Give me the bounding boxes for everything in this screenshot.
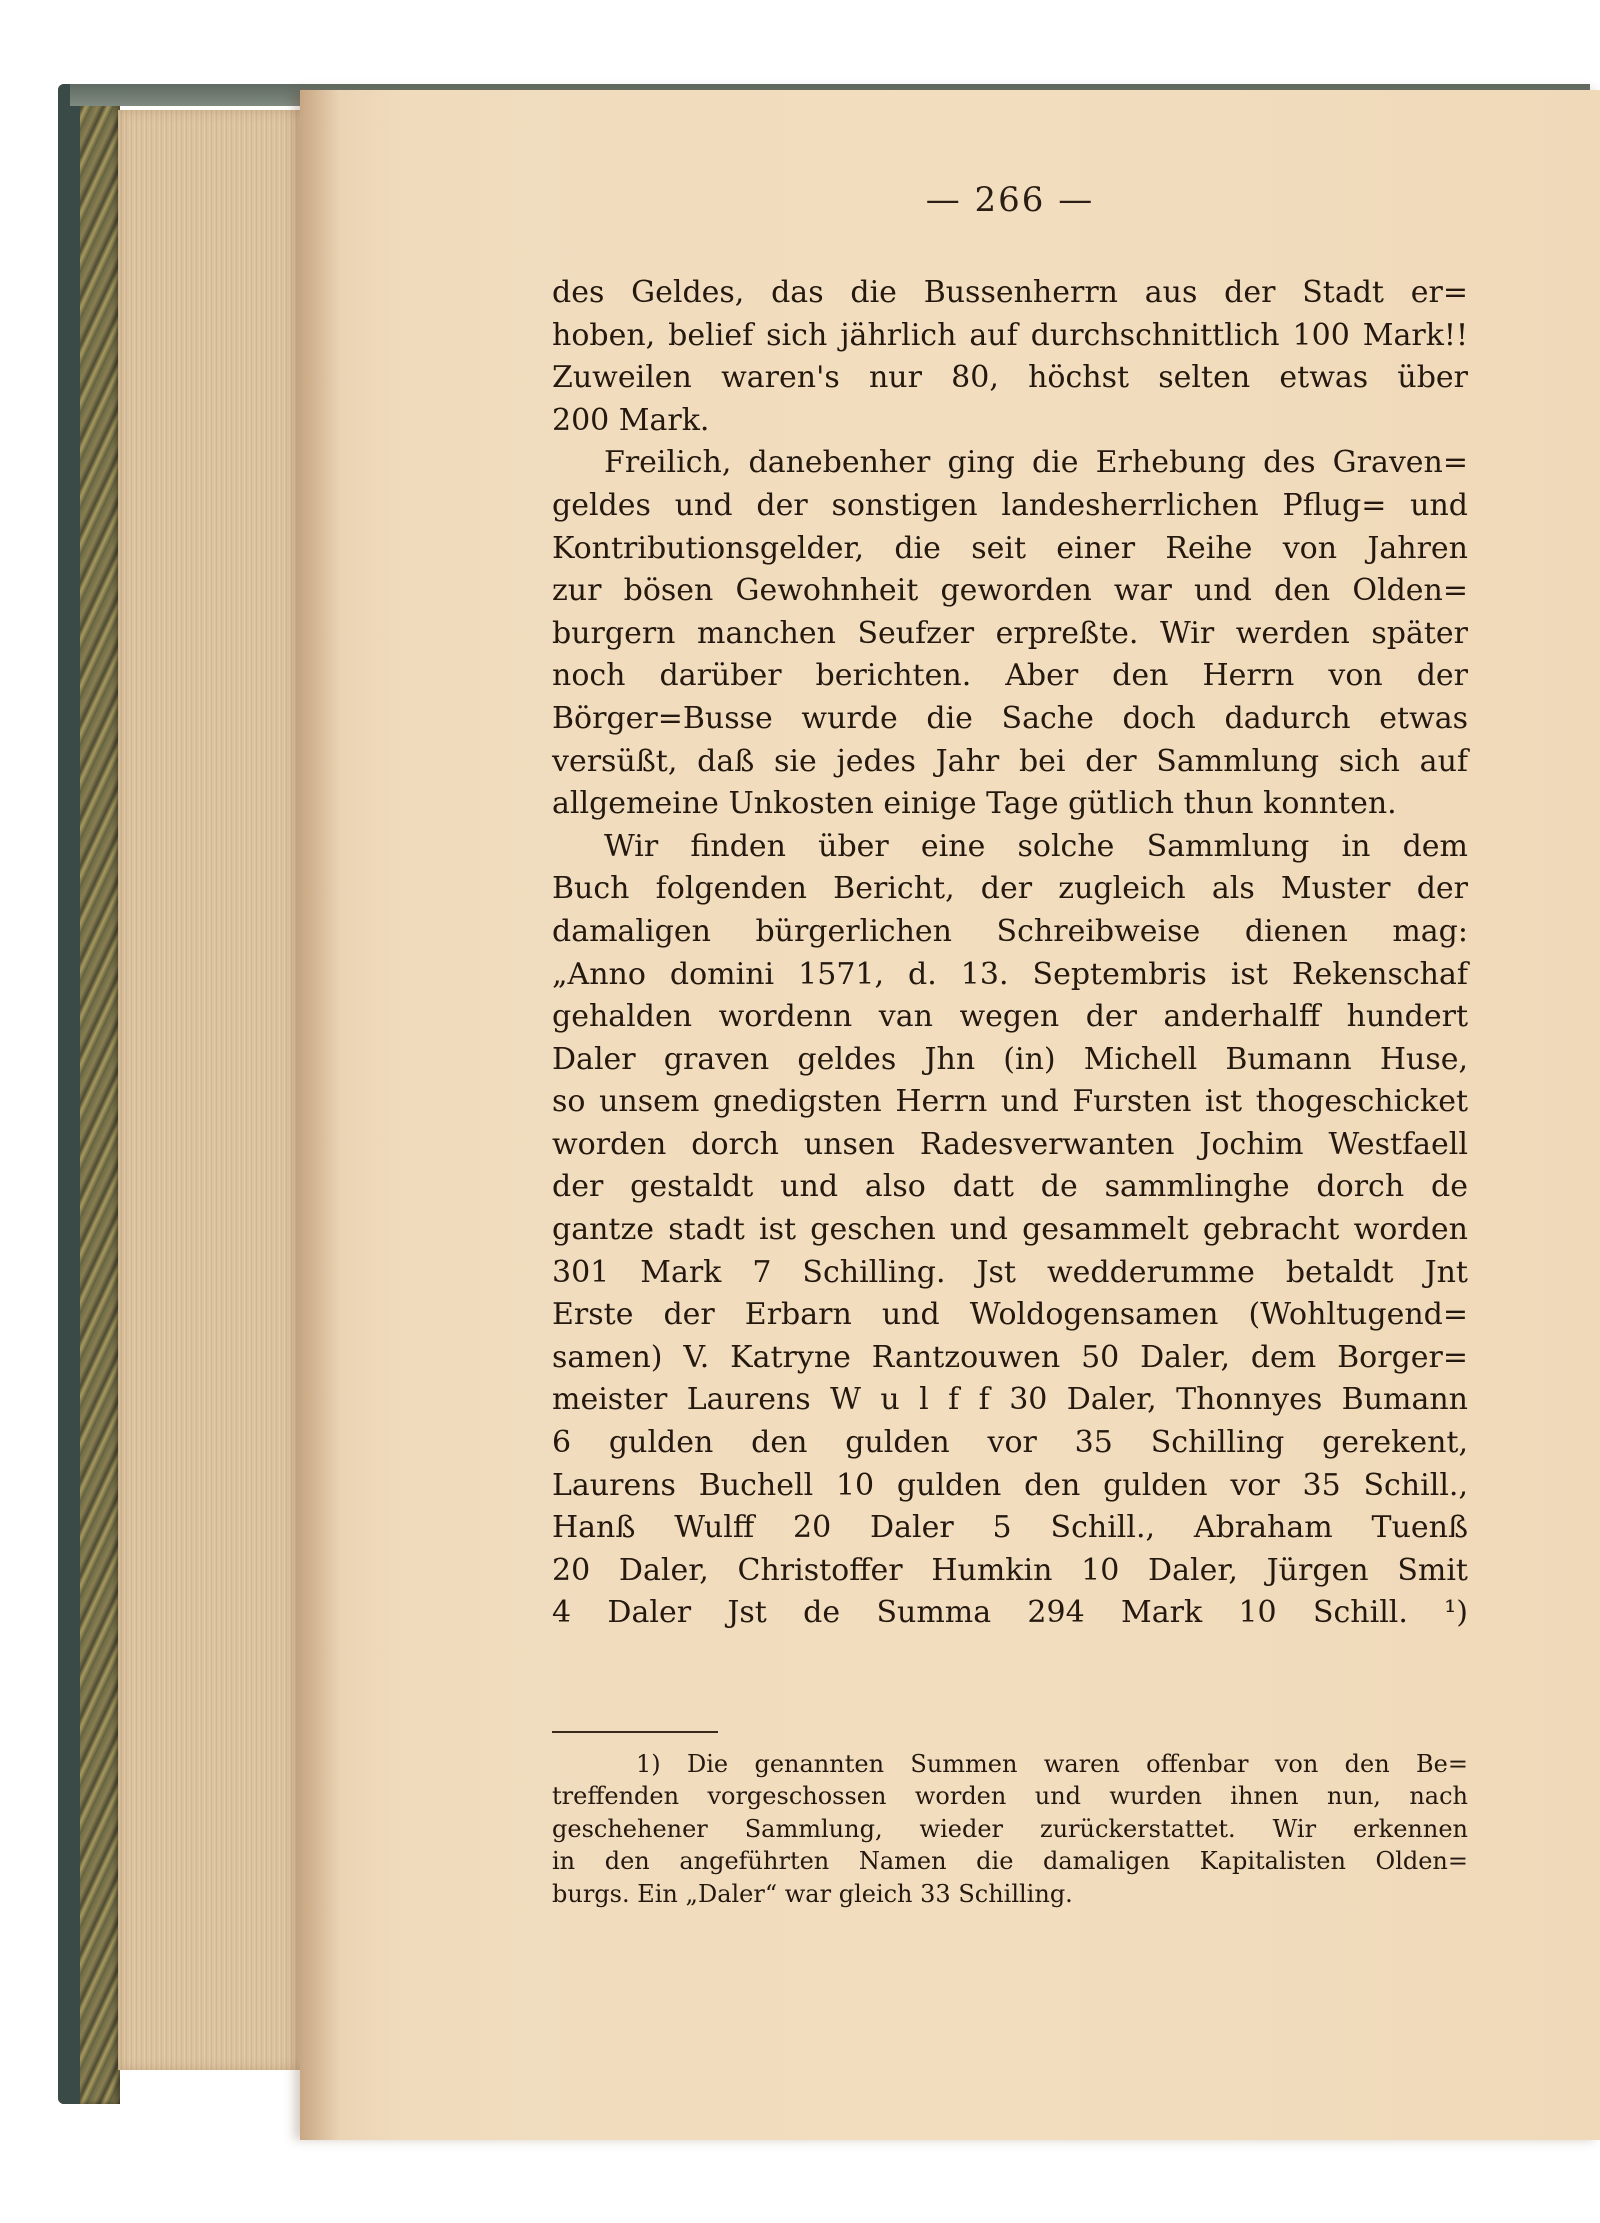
body-line: Laurens Buchell 10 gulden den gulden vor 35 Schill.,	[552, 1467, 1468, 1503]
body-line: 200 Mark.	[552, 402, 710, 438]
body-line: hoben, belief sich jährlich auf durchschnittlich 100 Mark!!	[552, 317, 1468, 353]
footnote-line: burgs. Ein „Daler“ war gleich 33 Schilling.	[552, 1879, 1073, 1908]
body-line: 4 Daler Jst de Summa 294 Mark 10 Schill. ¹)	[552, 1595, 1468, 1631]
body-line: Erste der Erbarn und Woldogensamen (Wohltugend=	[552, 1297, 1468, 1333]
body-line: noch darüber berichten. Aber den Herrn von der	[552, 658, 1468, 694]
body-line: so unsem gnedigsten Herrn und Fursten ist thogeschicket	[552, 1084, 1468, 1120]
body-line: geldes und der sonstigen landesherrlichen Pflug= und	[552, 487, 1468, 523]
body-line: samen) V. Katryne Rantzouwen 50 Daler, dem Borger=	[552, 1339, 1468, 1375]
body-line: 301 Mark 7 Schilling. Jst wedderumme betaldt Jnt	[552, 1254, 1468, 1290]
body-line: damaligen bürgerlichen Schreibweise dienen mag:	[552, 913, 1468, 949]
footnote-line: in den angeführten Namen die damaligen Kapitalisten Olden=	[552, 1847, 1468, 1876]
body-line: zur bösen Gewohnheit geworden war und den Olden=	[552, 573, 1468, 609]
footnote-line: geschehener Sammlung, wieder zurückerstattet. Wir erkennen	[552, 1814, 1468, 1843]
page-number: — 266 —	[925, 180, 1095, 220]
body-text	[552, 272, 1468, 1635]
body-line: allgemeine Unkosten einige Tage gütlich thun konnten.	[552, 786, 1397, 822]
body-line: gehalden wordenn van wegen der anderhalff hundert	[552, 999, 1468, 1035]
body-line: Kontributionsgelder, die seit einer Reihe von Jahren	[552, 530, 1468, 566]
body-line: gantze stadt ist geschen und gesammelt gebracht worden	[552, 1212, 1468, 1248]
body-line: „Anno domini 1571, d. 13. Septembris ist Rekenschaf	[552, 956, 1468, 992]
body-line: meister Laurens W u l f f 30 Daler, Thonnyes Bumann	[552, 1382, 1468, 1418]
body-line: der gestaldt und also datt de sammlinghe dorch de	[552, 1169, 1468, 1205]
footnote	[552, 1748, 1468, 1910]
cover-spine-edge	[58, 84, 80, 2104]
body-line: 20 Daler, Christoffer Humkin 10 Daler, Jürgen Smit	[552, 1552, 1468, 1588]
body-line: Zuweilen waren's nur 80, höchst selten etwas über	[552, 360, 1468, 396]
body-line: Wir finden über eine solche Sammlung in dem	[604, 828, 1468, 864]
body-line: burgern manchen Seufzer erpreßte. Wir werden später	[552, 615, 1468, 651]
body-line: versüßt, daß sie jedes Jahr bei der Sammlung sich auf	[552, 743, 1468, 779]
body-line: des Geldes, das die Bussenherrn aus der Stadt er=	[552, 275, 1468, 310]
body-line: Freilich, danebenher ging die Erhebung des Graven=	[604, 445, 1468, 481]
body-line: Hanß Wulff 20 Daler 5 Schill., Abraham Tuenß	[552, 1510, 1468, 1546]
body-line: worden dorch unsen Radesverwanten Jochim Westfaell	[552, 1126, 1468, 1162]
gutter-shadow	[300, 90, 340, 2140]
footnote-line: treffenden vorgeschossen worden und wurden ihnen nun, nach	[552, 1782, 1468, 1811]
body-line: Börger=Busse wurde die Sache doch dadurch etwas	[552, 700, 1468, 736]
page-block-edges	[118, 110, 308, 2070]
body-line: 6 gulden den gulden vor 35 Schilling gerekent,	[552, 1425, 1468, 1461]
footnote-line: 1) Die genannten Summen waren offenbar von den Be=	[636, 1750, 1468, 1778]
footnote-divider	[552, 1731, 718, 1733]
body-line: Buch folgenden Bericht, der zugleich als Muster der	[552, 871, 1468, 907]
body-line: Daler graven geldes Jhn (in) Michell Bumann Huse,	[552, 1041, 1468, 1077]
